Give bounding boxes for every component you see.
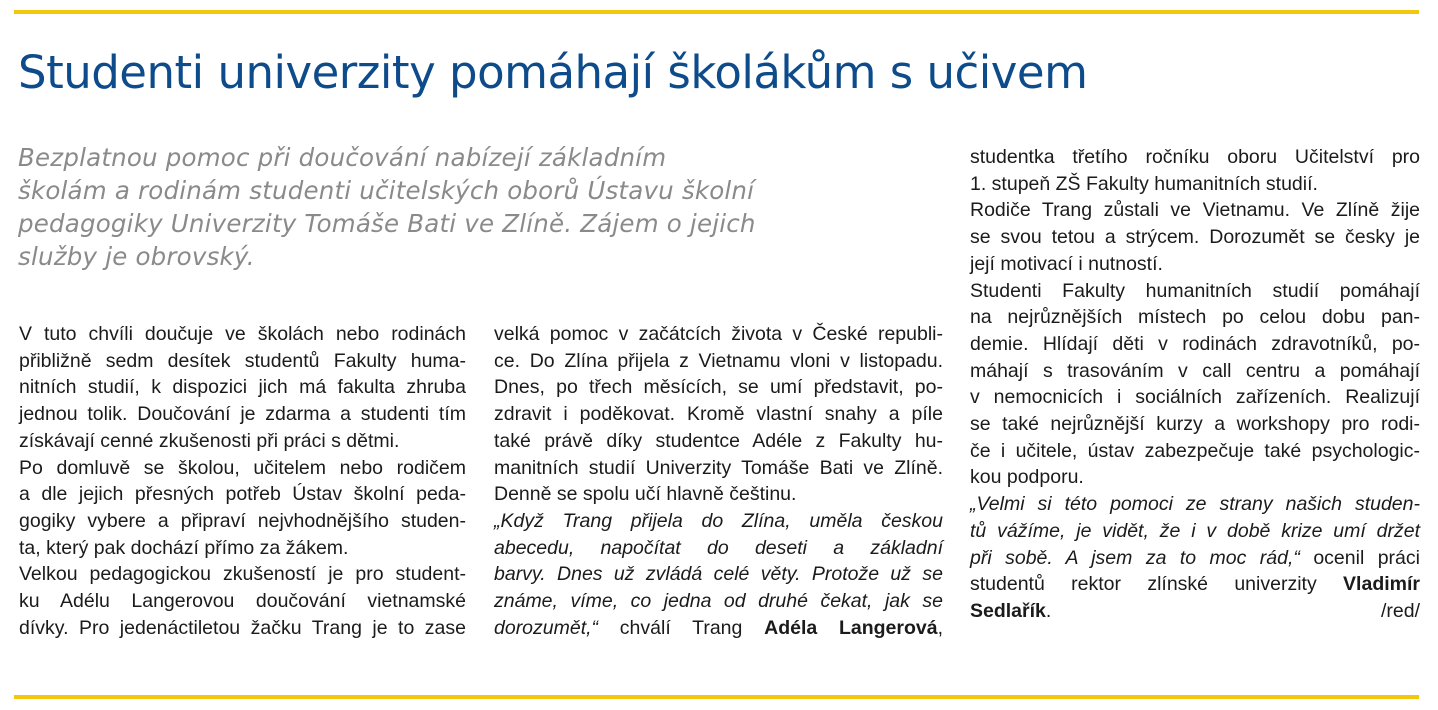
text-line: dívky. Pro jedenáctiletou žačku Trang je to zase bbox=[19, 616, 466, 639]
text-line bbox=[494, 615, 943, 642]
text-line: její motivací i nutností. bbox=[970, 252, 1163, 275]
text-line bbox=[970, 545, 1420, 572]
text-line: jednou tolik. Doučování je zdarma a studenti tím bbox=[19, 403, 466, 426]
body-column-2 bbox=[494, 321, 943, 641]
text-line: ta, který pak dochází přímo za žákem. bbox=[19, 536, 349, 559]
quote-line: známe, víme, co jedna od druhé čekat, jak se bbox=[494, 590, 943, 613]
text-line: zdravit i poděkovat. Kromě vlastní snahy a píle bbox=[494, 403, 943, 426]
quote-end: při sobě. A jsem za to moc rád,“ bbox=[970, 546, 1300, 569]
text-line: na nejrůznějších místech po celou dobu pan- bbox=[970, 306, 1420, 329]
text-line: studentka třetího ročníku oboru Učitelství pro bbox=[970, 146, 1420, 168]
quote-line: „Když Trang přijela do Zlína, uměla českou bbox=[494, 509, 943, 532]
text-line: 1. stupeň ZŠ Fakulty humanitních studií. bbox=[970, 172, 1318, 195]
text-line: Studenti Fakulty humanitních studií pomáhají bbox=[970, 279, 1420, 302]
article-lead bbox=[18, 141, 918, 273]
text-line: Velkou pedagogickou zkušeností je pro student- bbox=[19, 563, 466, 586]
text-line: Denně se spolu učí hlavně češtinu. bbox=[494, 483, 797, 506]
quote-end: dorozumět,“ bbox=[494, 616, 599, 639]
text-line: demie. Hlídají děti v rodinách zdravotníků, po- bbox=[970, 332, 1420, 355]
text-line: ce. Do Zlína přijela z Vietnamu vloni v listopadu. bbox=[494, 349, 943, 372]
text-line: Po domluvě se školou, učitelem nebo rodičem bbox=[19, 456, 466, 479]
text-line: gogiky vybere a připraví nejvhodnějšího studen- bbox=[19, 509, 466, 532]
text-line: nitních studií, k dispozici jich má fakulta zhruba bbox=[19, 376, 466, 399]
text-line: také právě díky studentce Adéle z Fakulty hu- bbox=[494, 429, 943, 452]
body-column-3 bbox=[970, 144, 1420, 625]
text-line: se svou tetou a strýcem. Dorozumět se česky je bbox=[970, 226, 1420, 249]
author-name: Adéla Langerová bbox=[764, 616, 938, 639]
attribution-text: studentů rektor zlínské univerzity bbox=[970, 573, 1344, 596]
rector-first-name: Vladimír bbox=[1343, 573, 1420, 596]
body-column-1 bbox=[19, 321, 466, 641]
text-line bbox=[970, 571, 1420, 598]
lead-line: školám a rodinám studenti učitelských oborů Ústavu školní bbox=[18, 176, 755, 205]
top-rule bbox=[14, 10, 1419, 14]
bottom-rule bbox=[14, 695, 1419, 699]
quote-line: barvy. Dnes už zvládá celé věty. Protože už se bbox=[494, 563, 943, 586]
signature: /red/ bbox=[1380, 599, 1420, 622]
text-line: získávají cenné zkušenosti při práci s dětmi. bbox=[19, 429, 400, 452]
attribution-text: chválí Trang bbox=[598, 616, 765, 639]
quote-line: tů vážíme, je vidět, že i v době krize umí držet bbox=[970, 519, 1420, 542]
punctuation: . bbox=[1045, 599, 1052, 622]
lead-line: pedagogiky Univerzity Tomáše Bati ve Zlíně. Zájem o jejich bbox=[18, 209, 756, 238]
text-line: če i učitele, ústav zabezpečuje také psychologic- bbox=[970, 439, 1420, 462]
text-line: v nemocnicích i sociálních zařízeních. Realizují bbox=[970, 386, 1420, 409]
text-line: máhají s trasováním v call centru a pomáhají bbox=[970, 359, 1420, 382]
quote-line: abecedu, napočítat do deseti a základní bbox=[494, 536, 943, 559]
text-line: kou podporu. bbox=[970, 466, 1084, 489]
lead-line: Bezplatnou pomoc při doučování nabízejí základním bbox=[18, 143, 667, 172]
punctuation: , bbox=[937, 616, 943, 639]
text-line: se také nejrůznější kurzy a workshopy pro rodi- bbox=[970, 413, 1420, 436]
text-line: V tuto chvíli doučuje ve školách nebo rodinách bbox=[19, 323, 466, 345]
lead-line: služby je obrovský. bbox=[18, 242, 255, 271]
rector-surname: Sedlařík bbox=[970, 599, 1046, 622]
text-line: Dnes, po třech měsících, se umí představit, po- bbox=[494, 376, 943, 399]
text-line: ku Adélu Langerovou doučování vietnamské bbox=[19, 590, 466, 613]
article-title: Studenti univerzity pomáhají školákům s učivem bbox=[18, 46, 1088, 99]
text-line: velká pomoc v začátcích života v České republi- bbox=[494, 323, 943, 345]
text-line: manitních studií Univerzity Tomáše Bati ve Zlíně. bbox=[494, 456, 943, 479]
text-line bbox=[970, 598, 1420, 625]
text-line: Rodiče Trang zůstali ve Vietnamu. Ve Zlíně žije bbox=[970, 199, 1420, 222]
text-line: a dle jejich přesných potřeb Ústav školní peda- bbox=[19, 483, 466, 506]
quote-line: „Velmi si této pomoci ze strany našich studen- bbox=[970, 493, 1420, 516]
text-line: přibližně sedm desítek studentů Fakulty huma- bbox=[19, 349, 466, 372]
attribution-text: ocenil práci bbox=[1299, 546, 1420, 569]
